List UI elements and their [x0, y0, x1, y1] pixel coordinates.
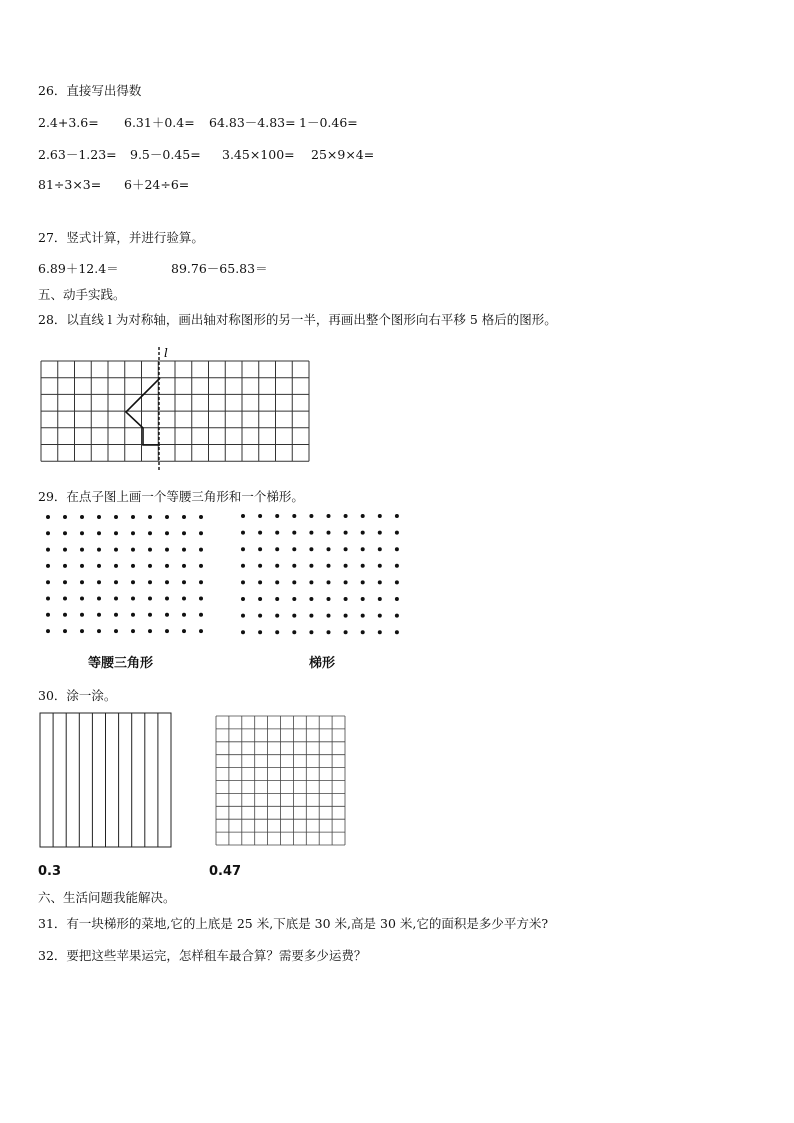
q26-title: 26．直接写出得数 — [38, 83, 142, 98]
q26-r2-c3: 3.45×100= — [222, 147, 295, 162]
q30-tenths-rectangle — [40, 713, 171, 847]
q32-text: 32．要把这些苹果运完，怎样租车最合算？需要多少运费？ — [38, 948, 367, 963]
q26-r1-c1: 2.4+3.6= — [38, 115, 99, 130]
q26-r1-c2: 6.31＋0.4= — [124, 115, 195, 130]
q26-r2-c4: 25×9×4= — [311, 147, 375, 162]
q28-title: 28．以直线 l 为对称轴，画出轴对称图形的另一半，再画出整个图形向右平移 5 格后的图形。 — [38, 312, 557, 327]
q30-left-value: 0.3 — [38, 864, 62, 879]
q27-item-1: 6.89＋12.4＝ — [38, 261, 119, 276]
q26-r2-c2: 9.5－0.45= — [130, 147, 201, 162]
q26-r3-c2: 6＋24÷6= — [124, 177, 190, 192]
q29-title: 29．在点子图上画一个等腰三角形和一个梯形。 — [38, 489, 304, 504]
q30-hundredths-grid — [216, 716, 345, 845]
q30-right-value: 0.47 — [209, 864, 242, 879]
q28-axis-label: l — [164, 346, 168, 360]
section-5-heading: 五、动手实践。 — [38, 287, 126, 302]
q26-r2-c1: 2.63－1.23= — [38, 147, 117, 162]
q30-title: 30．涂一涂。 — [38, 688, 117, 703]
q31-text: 31．有一块梯形的菜地,它的上底是 25 米,下底是 30 米,高是 30 米,它的面积是多少平方米? — [38, 916, 549, 931]
q26-r1-c4: 1－0.46= — [299, 115, 358, 130]
q27-item-2: 89.76－65.83＝ — [171, 261, 268, 276]
q29-left-label: 等腰三角形 — [88, 656, 154, 671]
q26-r3-c1: 81÷3×3= — [38, 177, 102, 192]
q29-right-label: 梯形 — [309, 656, 336, 671]
section-6-heading: 六、生活问题我能解决。 — [38, 890, 176, 905]
q27-title: 27．竖式计算，并进行验算。 — [38, 230, 204, 245]
q26-r1-c3: 64.83－4.83= — [209, 115, 296, 130]
